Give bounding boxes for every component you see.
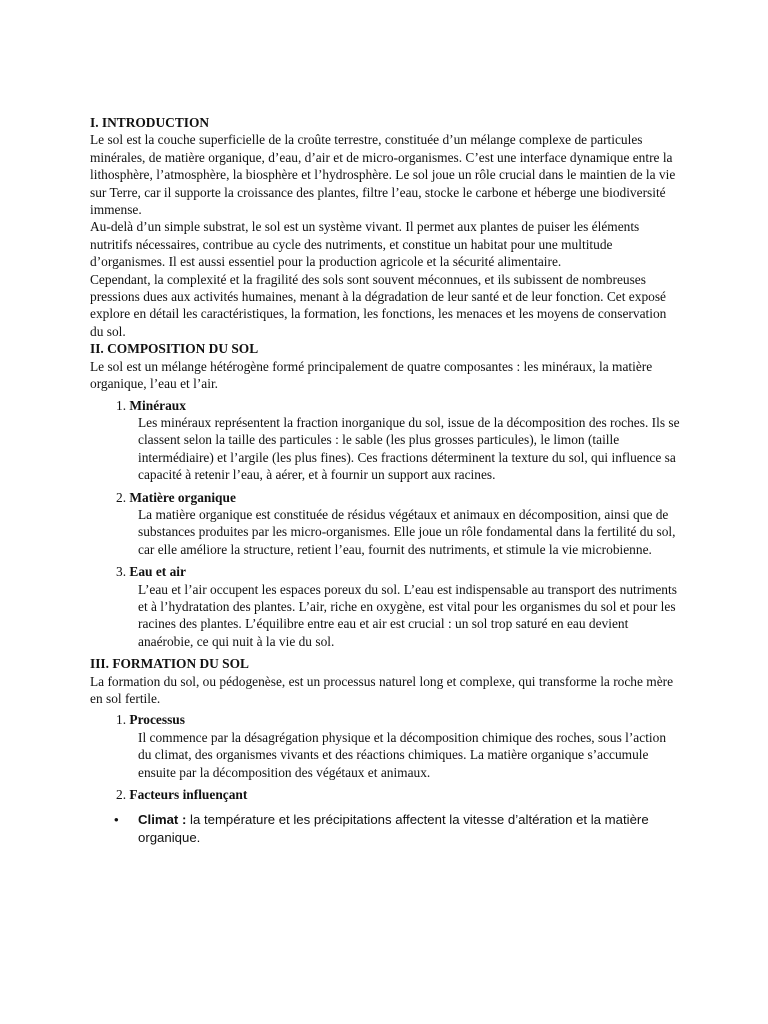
bullet-label: Climat :	[138, 812, 187, 828]
list-item	[90, 397, 680, 484]
formation-intro: La formation du sol, ou pédogenèse, est un processus naturel long et complexe, qui transforme la roche mère en sol fertile.	[90, 673, 674, 706]
list-item	[90, 711, 680, 781]
list-item	[90, 563, 680, 650]
intro-paragraph-2: Au-delà d’un simple substrat, le sol est un système vivant. Il permet aux plantes de puiser les éléments nutritifs nécessaires, contribue au cycle des nutriments, et constitue un habitat pour une multitude d’organismes. Il est aussi essentiel pour la production agricole et la sécurité alimentaire.	[90, 219, 640, 270]
composition-intro: Le sol est un mélange hétérogène formé principalement de quatre composantes : les minéraux, la matière organique, l’eau et l’air.	[90, 358, 653, 392]
bullet-text	[138, 811, 680, 847]
list-item-heading	[90, 563, 680, 580]
list-item-number: 1.	[116, 397, 127, 413]
list-item-title: Eau et air	[129, 564, 186, 580]
list-item-body: Les minéraux représentent la fraction inorganique du sol, issue de la décomposition des roches. Ils se classent selon la taille des particules : le sable (les plus grosses particules), le limon (taille intermédiaire) et l’argile (les plus fines). Ces fractions déterminent la texture du sol, qui influence sa capacité à retenir l’eau, à aérer, et à fournir un support aux racines.	[138, 414, 680, 483]
document-page	[90, 114, 680, 847]
list-item-heading	[90, 397, 680, 414]
list-item	[90, 489, 680, 559]
section-title-composition: II. COMPOSITION DU SOL	[90, 341, 259, 357]
list-item-number: 2.	[116, 787, 127, 803]
list-item-title: Minéraux	[129, 397, 186, 413]
list-item	[90, 786, 680, 803]
bullet-description: la température et les précipitations affectent la vitesse d’altération et la matière organique.	[138, 812, 649, 846]
list-item-body: La matière organique est constituée de résidus végétaux et animaux en décomposition, ainsi que de substances produites par les micro-organismes. Elle joue un rôle fondamental dans la fertilité du sol, car elle améliore la structure, retient l’eau, fournit des nutriments, et stimule la vie microbienne.	[138, 506, 676, 557]
formation-list	[90, 711, 680, 803]
list-item-title: Processus	[129, 712, 185, 728]
section-title-introduction: I. INTRODUCTION	[90, 115, 210, 130]
list-item-number: 3.	[116, 564, 127, 580]
list-item-title: Matière organique	[129, 489, 236, 505]
bullet-item-climat	[90, 811, 680, 847]
list-item-heading	[90, 711, 680, 728]
list-item-heading	[90, 489, 680, 506]
intro-paragraph-3: Cependant, la complexité et la fragilité des sols sont souvent méconnues, et ils subissent de nombreuses pressions dues aux activités humaines, menant à la dégradation de leur santé et de leur fonction. Cet exposé explore en détail les caractéristiques, la formation, les fonctions, les menaces et les moyens de conservation du sol.	[90, 271, 667, 339]
composition-list	[90, 397, 680, 651]
list-item-title: Facteurs influençant	[129, 787, 248, 803]
list-item-body: Il commence par la désagrégation physique et la décomposition chimique des roches, sous l’action du climat, des organismes vivants et des réactions chimiques. La matière organique s’accumule ensuite par la décomposition des végétaux et animaux.	[138, 729, 667, 780]
section-title-formation: III. FORMATION DU SOL	[90, 656, 249, 672]
intro-paragraph-1: Le sol est la couche superficielle de la croûte terrestre, constituée d’un mélange complexe de particules minérales, de matière organique, d’eau, d’air et de micro-organismes. C’est une interface dynamique entre la lithosphère, l’atmosphère, la biosphère et l’hydrosphère. Le sol joue un rôle crucial dans le maintien de la vie sur Terre, car il supporte la croissance des plantes, filtre l’eau, stocke le carbone et héberge une biodiversité immense.	[90, 132, 676, 218]
list-item-number: 1.	[116, 712, 127, 728]
bullet-symbol: •	[114, 812, 119, 828]
list-item-number: 2.	[116, 489, 127, 505]
list-item-heading	[90, 786, 680, 803]
list-item-body: L’eau et l’air occupent les espaces poreux du sol. L’eau est indispensable au transport des nutriments et à l’hydratation des plantes. L’air, riche en oxygène, est vital pour les organismes du sol et pour les racines des plantes. L’équilibre entre eau et air est crucial : un sol trop saturé en eau devient anaérobie, ce qui nuit à la vie du sol.	[138, 581, 677, 649]
